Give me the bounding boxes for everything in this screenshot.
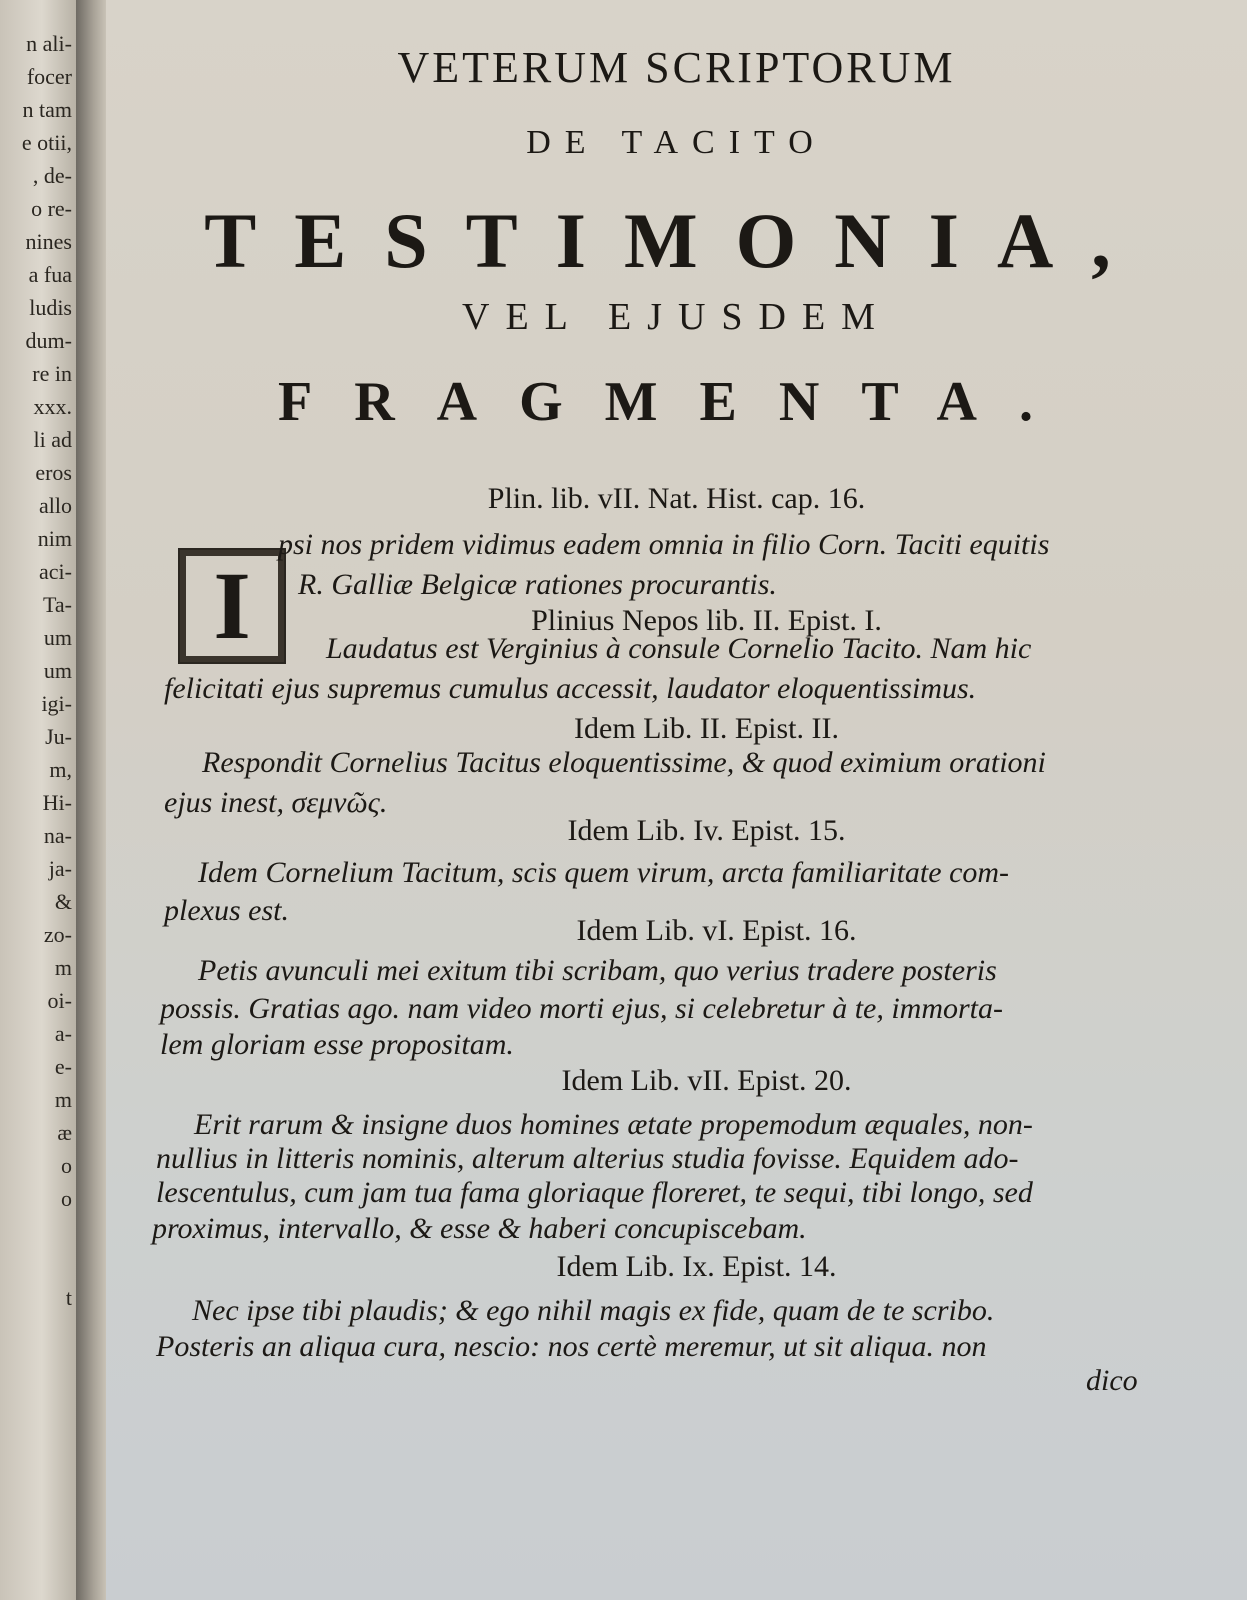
left-page-fragment: igi-	[41, 691, 72, 716]
citation-epist-2-1: Plinius Nepos lib. II. Epist. I.	[531, 604, 882, 637]
left-page-fragment: t	[65, 1285, 72, 1310]
title-line-1: VETERUM SCRIPTORUM	[397, 43, 956, 92]
left-page-fragment: , de-	[32, 163, 72, 188]
left-page-fragment: o	[61, 1153, 72, 1178]
citation-epist-9-14: Idem Lib. Ix. Epist. 14.	[556, 1250, 837, 1283]
left-page-fragment: m	[54, 1087, 72, 1112]
quote-line: Idem Cornelium Tacitum, scis quem virum, arcta familiaritate com-	[198, 856, 1010, 889]
quote-line: Laudatus est Verginius à consule Cornelio Tacito. Nam hic	[326, 632, 1032, 665]
left-page-fragment: Ta-	[43, 592, 72, 617]
catchword: dico	[1086, 1364, 1138, 1397]
title-line-3: TESTIMONIA,	[204, 197, 1149, 284]
left-page-fragment: focer	[26, 64, 72, 89]
left-page-fragment: ludis	[29, 295, 72, 320]
left-page-fragment: oi-	[47, 988, 72, 1013]
book-page	[106, 0, 1247, 1600]
citation-epist-2-11: Idem Lib. II. Epist. II.	[574, 712, 839, 745]
left-page-fragment: æ	[57, 1120, 72, 1145]
citation-pliny-nat-hist: Plin. lib. vII. Nat. Hist. cap. 16.	[487, 482, 866, 515]
left-page-fragment: dum-	[25, 328, 72, 353]
left-page-fragment: o re-	[31, 196, 72, 221]
initial-letter: I	[213, 552, 251, 659]
quote-line: Erit rarum & insigne duos homines ætate propemodum æquales, non-	[194, 1108, 1033, 1141]
quote-line: possis. Gratias ago. nam video morti ejus, si celebretur à te, immorta-	[160, 992, 1004, 1025]
left-page-fragment: Ju-	[45, 724, 72, 749]
title-line-2: DE TACITO	[526, 124, 827, 161]
left-page-fragment: &	[54, 889, 72, 914]
citation-epist-7-20: Idem Lib. vII. Epist. 20.	[561, 1064, 852, 1097]
left-page-fragment: na-	[43, 823, 72, 848]
left-page-fragment: e-	[54, 1054, 72, 1079]
left-page-fragment: nim	[37, 526, 72, 551]
quote-line: lescentulus, cum jam tua fama gloriaque floreret, te sequi, tibi longo, sed	[156, 1176, 1033, 1209]
quote-line: lem gloriam esse propositam.	[160, 1028, 514, 1061]
left-page-fragment: xxx.	[33, 394, 72, 419]
quote-line: Petis avunculi mei exitum tibi scribam, quo verius tradere posteris	[198, 954, 997, 987]
quote-line: Nec ipse tibi plaudis; & ego nihil magis ex fide, quam de te scribo.	[192, 1294, 995, 1327]
left-page-fragment: Hi-	[42, 790, 72, 815]
left-page-fragment: m,	[49, 757, 72, 782]
quote-line: plexus est.	[164, 894, 289, 927]
left-page-fragment: a-	[54, 1021, 72, 1046]
quote-line: felicitati ejus supremus cumulus accessit, laudator eloquentissimus.	[164, 672, 977, 705]
quote-line: R. Galliæ Belgicæ rationes procurantis.	[298, 568, 777, 601]
left-page-fragment: n ali-	[26, 31, 72, 56]
left-page-fragment: um	[43, 658, 72, 683]
quote-line: Respondit Cornelius Tacitus eloquentissime, & quod eximium orationi	[202, 746, 1046, 779]
quote-line: nullius in litteris nominis, alterum alterius studia fovisse. Equidem ado-	[156, 1142, 1019, 1175]
quote-line: proximus, intervallo, & esse & haberi concupiscebam.	[152, 1212, 807, 1245]
left-page-fragment: ja-	[48, 856, 72, 881]
left-page-fragment: nines	[25, 229, 72, 254]
citation-epist-4-15: Idem Lib. Iv. Epist. 15.	[567, 814, 846, 847]
left-page-fragment: allo	[39, 493, 72, 518]
left-page-fragment: aci-	[39, 559, 72, 584]
title-line-4: VEL EJUSDEM	[462, 296, 891, 338]
left-page-fragment: o	[61, 1186, 72, 1211]
left-page-fragment: m	[54, 955, 72, 980]
left-page-fragment: zo-	[43, 922, 72, 947]
left-page-fragment: re in	[32, 361, 72, 386]
left-page-fragment: li ad	[33, 427, 72, 452]
left-page-fragment: n tam	[22, 97, 72, 122]
citation-epist-6-16: Idem Lib. vI. Epist. 16.	[576, 914, 857, 947]
left-page-fragment: a fua	[28, 262, 72, 287]
left-page-fragment: eros	[35, 460, 72, 485]
title-line-5: FRAGMENTA.	[278, 371, 1075, 433]
quote-line: Posteris an aliqua cura, nescio: nos certè meremur, ut sit aliqua. non	[156, 1330, 987, 1363]
left-page-fragment: e otii,	[21, 130, 72, 155]
book-gutter	[76, 0, 106, 1600]
left-page-edge	[0, 0, 76, 1600]
left-page-fragment: um	[43, 625, 72, 650]
quote-line: psi nos pridem vidimus eadem omnia in filio Corn. Taciti equitis	[278, 528, 1050, 561]
quote-line: ejus inest, σεμνῶς.	[164, 786, 388, 819]
